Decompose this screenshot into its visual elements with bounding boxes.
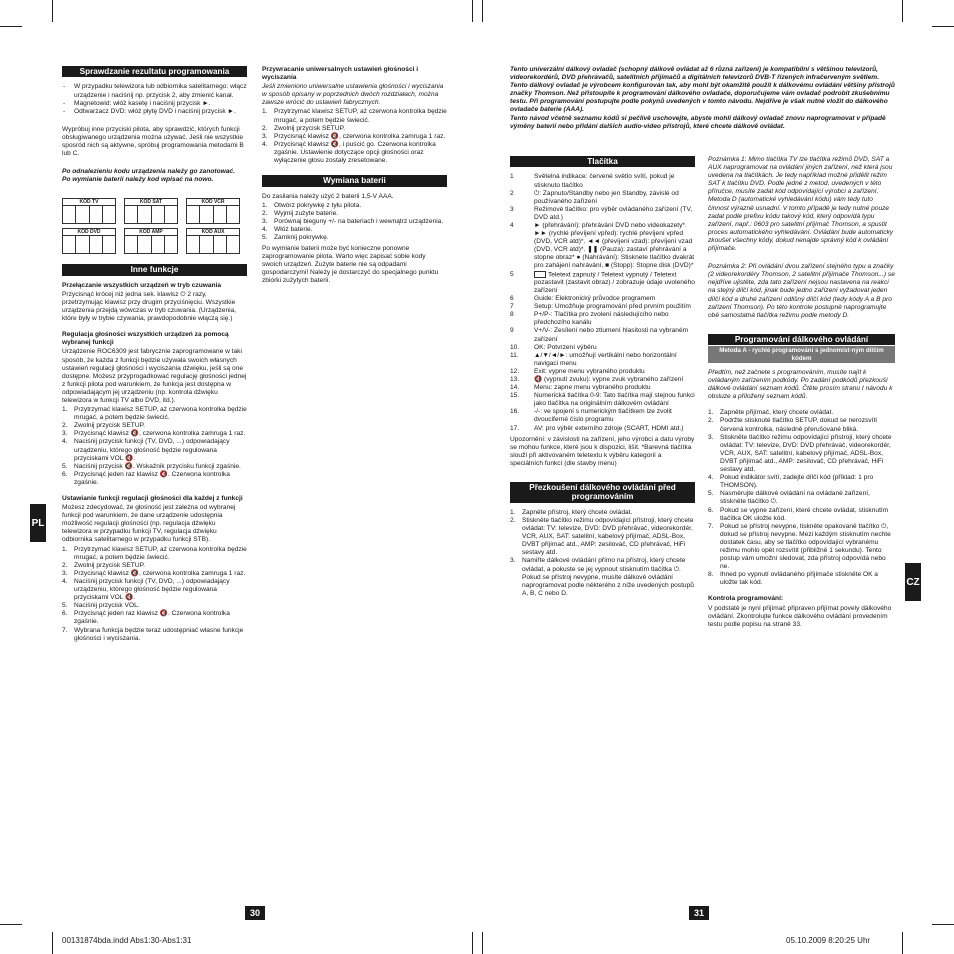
crop-mark [472,0,473,22]
code-box-sat: KOD SAT [124,198,178,224]
list-item: 1. Przytrzymać klawisz SETUP, aż czerwona kontrolka będzie mrugać, a potem będzie świecić. [262,108,447,124]
control-title: Kontrola programování: [708,595,784,603]
subsection-method-a: Metoda A - rychlé programování s jednomíst-ným dílčím kódem [708,346,895,363]
list-item: 2 ⏻: Zapnuto/Standby nebo jen Standby, závislé od používaného zařízení [510,189,679,205]
list-item: - Odtwarzacz DVD: włóż płytę DVD i naciśnij przycisk ►. [63,107,236,115]
crop-mark [52,932,53,954]
cz-column-2 [708,156,895,632]
list-item: 2. Zwolnij przycisk SETUP. [62,561,145,569]
crop-mark [902,932,903,954]
crop-mark [472,932,473,954]
list-item: 4. Naciśnij przycisk funkcji (TV, DVD, ...) odpowiadający urządzeniu, którego głośność będzie regulowana przyciskami VOL 🔇. [62,438,230,462]
list-item: 3. Przycisnąć klawisz 🔇, czerwona kontrolka zamruga 1 raz. [262,132,446,140]
list-item: 3. Przycisnąć klawisz 🔇, czerwona kontrolka zamruga 1 raz. [62,430,246,438]
volume-steps [62,406,247,487]
individual-volume-text: Możesz zdecydować, że głośność jest zależna od wybranej funkcji pod warunkiem, że dane urządzenie udostępnia możliwość regulacji głośności (np. regulacja dźwięku telewizora w przypadku funkcji TV, regulacja dźwięku odbiornika satelitarnego w przypadku funkcji STB). [62,504,236,544]
battery-intro: Do zasilania należy użyć 2 baterii 1,5-V AAA. [262,192,394,200]
list-item: 1. Zapněte přijímač, který chcete ovládat. [708,409,834,417]
list-item: 5. Naciśnij przycisk 🔇. Wskaźnik przycisku funkcji zgaśnie. [62,462,241,470]
pl-column-2 [262,66,447,289]
list-item: 5 Teletext zapnutý / Teletext vypnutý / Teletext pozastavit (zastavit obraz) / zobrazuje údaje uvoleného zařízení [510,270,695,294]
list-item: 2. Zwolnij przycisk SETUP. [262,124,345,132]
list-item: 3. Porównaj bieguny +/- na bateriach i wewnątrz urządzenia. [262,217,444,225]
program-steps [708,409,895,587]
list-item: 17. AV: pro výběr externího zdroje (SCART, HDMI atd.) [510,424,684,432]
list-item: 15. Numerická tlačítka 0-9: Tato tlačítka mají stejnou funkci jako tlačítka na originálním dálkovém ovládání [510,392,695,408]
list-item: 11. ▲/▼/◄/►: umožňují vertikální nebo horizontální navigaci menu [510,351,677,367]
standby-title: Przełączanie wszystkich urządzeń w tryb czuwania [62,281,222,289]
code-box-dvd: KOD DVD [62,228,116,254]
code-box-grid [62,198,247,254]
cz-intro [510,66,895,134]
list-item: 7. Pokud se přístroj nevypne, tiskněte opakovaně tlačítko ⏻, dokud se přístroj nevypne. Mezi každým stisknutím nechte dostatek času, aby se tlačítko odpovídající vybranému režimu mohlo opět rozsvítit (přibližně 1 sekundu). Tento postup vám umožní sledovat, zda přístroj odpovídá nebo ne. [708,522,891,571]
program-intro: Předtím, než začnete s programováním, musíte najít k ovládaným zařízením podkódy. Po zadání podkódů přezkouší dálkové ovládání seznam kódů. Čtěte prosím stranu I návodu k obsluze a přiložený seznam kódů. [708,369,893,401]
list-item: 16. -/-: ve spojení s numerickým tlačítkem lze zvolit dvouciferné číslo programu [510,408,672,424]
list-item: 2. Wyjmij zużyte baterie. [262,209,339,217]
list-item: 5. Zamknij pokrywkę. [262,234,329,241]
volume-text: Urządzenie ROC6309 jest fabrycznie zaprogramowane w taki sposób, że każda z funkcji będzie używała swoich własnych ustawień regulacji głośności i wyciszania dźwięku, jeśli są one dostępne. Możesz przyprogadkować regulację głośności jednej z funkcji pilota pod warunkiem, że funkcja jest dostępna w odpowiadającym jej urządzeniu (np. kontrola dźwięku telewizora w funkcji TV albo DVD, itd.). [62,348,247,404]
verify-note-2: Po wymianie baterii należy kod wpisać na nowo. [62,176,214,184]
list-item: 7 Setup: Umožňuje programování před prvním použitím [510,303,691,311]
crop-mark [0,26,22,27]
individual-volume-title: Ustawianie funkcji regulacji głośności dla każdej z funkcji [62,495,243,502]
list-item: 6. Pokud se vypne zařízení, které chcete ovládat, stisknutím tlačítka OK uložte kód. [708,506,889,522]
language-tab-pl: PL [30,504,46,542]
test-steps [510,509,695,598]
list-item: 8 P+/P-: Tlačítka pro zvolení následujícího nebo předchozího kanálu [510,311,669,327]
page-number-right: 31 [689,906,709,920]
list-item: 1 Světelná indikace: červené světlo svítí, pokud je stisknuto tlačítko [510,173,675,189]
code-box-vcr: KOD VCR [186,198,240,224]
section-heading-verify: Sprawdzanie rezultatu programowania [62,66,247,77]
crop-mark [482,0,483,22]
crop-mark [932,924,954,925]
list-item: 3. Przycisnąć klawisz 🔇, czerwona kontrolka zamruga 1 raz. [62,569,246,577]
crop-mark [932,26,954,27]
list-item: 13. 🔇 (vypnutí zvuku): vypne zvuk vybraného zařízení [510,376,684,383]
list-item: 2. Podržte stisknuté tlačítko SETUP, dokud se nerozsvítí červená kontrolka, následně přerušované bliká. [708,417,878,433]
list-item: 6. Przycisnąć jeden raz klawisz 🔇. Czerwona kontrolka zgaśnie. [62,470,230,486]
note-2: Poznámka 2: Při ovládání dvou zařízení stejného typu a značky (2 videorekordéry Thomson, 2 satelitní přijímače Thomson...) se nejdříve ujistěte, zda tato zařízení nejsou nastavena na reakci na stejný dílčí kód, jinak bude jedno zařízení vyžadovat jeden dílčí kód a druhé zařízení odlišný dílčí kód (tedy kódy A a B pro zařízení Thomson). Po této kontrole postupně naprogramujte obě samostatná tlačítka režimu podle metody D. [708,263,895,319]
list-item: 10. OK: Potvrzení výběru [510,343,597,351]
section-heading-programming: Programování dálkového ovládání [708,334,895,345]
list-item: 9 V+/V-: Zesílení nebo ztlumení hlasitosti na vybraném zařízení [510,327,689,343]
list-item: 2. Zwolnij przycisk SETUP. [62,422,145,430]
crop-mark [0,924,22,925]
section-heading-test: Přezkoušení dálkového ovládání před programováním [510,482,695,503]
verify-note-1: Po odnalezieniu kodu urządzenia należy go zanotować. [62,168,235,176]
list-item: 5. Nasměrujte dálkové ovládání na ovládané zařízení, stiskněte tlačítko ⏻. [708,490,870,506]
cz-intro-paragraph: Tento univerzální dálkový ovladač (schopný dálkově ovládat až 6 různá zařízení) je kompatibilní s většinou televizorů, videorekordérů, DVD přehrávačů, satelitních přijímačů a digitálních televizorů DVB-T řízených infračerveným světlem. [510,66,880,82]
list-item: 6. Przycisnąć jeden raz klawisz 🔇. Czerwona kontrolka zgaśnie. [62,610,230,626]
verify-paragraph: Wypróbuj inne przyciski pilota, aby sprawdzić, których funkcji obsługiwanego urządzenia można używać. Jeśli nie wszystkie sposród nich są aktywne, spróbuj programowania metodami B lub C. [62,125,244,158]
battery-steps [262,202,447,242]
list-item: 4. Naciśnij przycisk funkcji (TV, DVD, ...) odpowiadający urządzeniu, którego głośność będzie regulowana przyciskami VOL 🔇. [62,577,230,602]
section-heading-keys: Tlačítka [510,156,695,167]
list-item: - W przypadku telewizora lub odbiornika satelitarnego: włącz urządzenie i naciśnij np. przycisk 2, aby zmienić kanał. [63,83,247,99]
crop-mark [902,0,903,22]
list-item: 6 Guide: Elektronický průvodce programem [510,295,656,303]
code-box-tv: KOD TV [62,198,116,224]
list-item: 3. Namiřte dálkové ovládání přímo na přístroj, který chcete ovládat, a pokuste se jej vypnout stisknutím tlačítka ⏻. Pokud se přístroj nevypne, musíte dálkové ovládání naprogramovat podle některého z níže uvedených postupů A, B, C nebo D. [510,557,694,597]
note-1: Poznámka 1: Mimo tlačítka TV lze tlačítka režimů DVD, SAT a AUX naprogramovat na ovládání jiných zařízení, než která jsou uvedena na tlačítkách. Je tedy například možné přidělit režim SAT k tlačítku DVD. Podle jedné z metod, uvedených v této příručce, musíte zadat kód odpovídající výrobci a zařízení. Metoda D (automatické vyhledávání kódu) vám tedy tuto činnost výrazně usnadní. V tomto případě je tedy nutné pouze zadat podle prefixu kódu takový kód, který odpovídá typu zařízení, např.: 0603 pro satelitní přijímač Thomson, a spustit proces automatického vyhledávání. Ovládání bude automaticky zkoušet všechny kódy, dokud nenajde správný kód k ovládání přijímače. [708,156,894,253]
list-item: 5. Naciśnij przycisk VOL. [62,602,140,610]
footer-file-info: 00131874bda.indd Abs1:30-Abs1:31 [62,936,192,945]
individual-volume-steps [62,546,247,643]
list-item: 3 Režimové tlačítko: pro výběr ovládaného zařízení (TV, DVD atd.) [510,205,693,221]
list-item: 1. Zapněte přístroj, který chcete ovládat. [510,508,633,516]
reset-volume-title: Przywracanie uniwersalnych ustawień głośności i wyciszania [262,66,419,82]
list-item: 4. Włóż baterie. [262,225,313,233]
list-item: 4 ► (přehrávání): přehrávání DVD nebo videokazety*. ►► (rychlé převíjení vpřed): rychlé převíjení vpřed (DVD, VCR atd)*. ◄◄ (převíjení vzad): převíjení vzad (DVD, VCR atd)*. ❚❚ (Pauza): zastaví přehrávání a stopne obraz* ● (Nahrávání): Stisknete tlačítko dvakrát pro zahájení nahrávání, ■ (Stopp): Stopne disk (DVD)* [510,221,695,270]
list-item: 3. Stiskněte tlačítko režimu odpovídající přístroji, který chcete ovládat: TV: televize, DVD: DVD přehrávač, videorekordér, VCR, AUX, SAT: satelitní, kabelový přijímač, ADSL-Box, DVBT přijímač atd., AMP: zesilovač, CD přehrávač, HiFi sestavy atd. [708,433,892,474]
list-item: 1. Otwórz pokrywkę z tyłu pilota. [262,201,362,209]
list-item: 2. Stiskněte tlačítko režimu odpovídající přístroji, který chcete ovládat: TV: televize, DVD: DVD přehrávač, videorekordér, VCR, AUX, SAT: satelitní, kabelový přijímač, ADSL-Box, DVBT přijímač atd., AMP: zesilovač, CD přehrávač, HiFi sestavy atd. [510,516,694,557]
language-tab-cz: CZ [905,563,921,601]
page-number-left: 30 [245,906,265,920]
cz-intro-paragraph: Tento návod včetně seznamu kódů si pečlivě uschovejte, abyste mohli dálkový ovladač znovu naprogramovat v případě výměny baterií nebo přidání dalších audio-video přístrojů, které chcete dálkově ovládat. [510,114,886,130]
control-text: V podstatě je nyní přijímač připraven přijímat povely dálkového ovládání. Zkontrolujte funkce dálkového ovládání provedením testu podle popisu na straně 33. [708,604,892,628]
teletext-icon [534,271,546,278]
section-heading-battery: Wymiana baterii [262,175,447,186]
crop-mark [52,0,53,22]
list-item: - Magnetowid: włóż kasetę i naciśnij przycisk ►. [63,99,211,107]
verify-bullet-list [62,83,247,115]
list-item: 1. Przytrzymać klawisz SETUP, aż czerwona kontrolka będzie mrugać, a potem będzie świecić. [62,545,247,561]
list-item: 4. Pokud indikátor svítí, zadejte dílčí kód (příklad: 1 pro THOMSON). [708,474,874,490]
crop-mark [482,932,483,954]
list-item: 14. Menu: zapne menu vybraného produktu [510,384,651,392]
reset-volume-steps [262,108,447,165]
footer-timestamp: 05.10.2009 8:20:25 Uhr [786,936,871,945]
cz-intro-paragraph: Tento dálkový ovladač je výrobcem konfigurován tak, aby mohl být okamžitě použit k dálkovému ovládání většiny přístrojů značky Thomson. Než přistoupíte k programování dálkového ovladače, doporučujeme vám ovladač podrobit zkušebnímu testu. Při programování postupujte podle pokynů uvedených v tomto návodu. Nejdříve je však nutné vložit do dálkového ovladače baterie (AAA). [510,82,895,114]
list-item: 7. Wybrana funkcja będzie teraz udostępniać własne funkcje głośności i wyciszania. [62,626,244,642]
battery-outro: Po wymianie baterii może być konieczne ponowne zaprogramowanie pilota. Warto więc zapisać sobie kody swoich urządzeń. Zużyte baterie nie są odpadami gospodarczymi! Należy je dostarczyć do specjalnego punktu zbiórki zużytych baterii. [262,245,439,285]
standby-text: Przycisnąć krócej niż jedna sek. klawisz ⏻ 2 razy, przetrzymując klawisz przy drugim przyciśnięciu. Wszystkie urządzenia przejdą wówczas w tryb czuwania. (Urządzenia, które były w trybie czywania, prawdopodobnie włączą się.) [62,290,237,323]
list-item: 12. Exit: vypne menu vybraného produktu [510,367,645,375]
code-box-amp: KOD AMP [124,228,178,254]
keys-note: Upozornění: v závislosti na zařízení, jeho výrobci a datu výroby se mohou funkce, které jsou k dispozici, lišit. *Barevná tlačítka slouží při aktivovaném teletextu k výběru kategorií a speciálních funkcí (dle stavby menu) [510,435,695,467]
reset-volume-intro: Jeśli zmieniono uniwersalne ustawienia głośności i wyciszania w sposób opisany w poprzednich dwóch rozdziałach, można zawsze wrócić do ustawień fabrycznych. [262,83,444,107]
code-box-aux: KOD AUX [186,228,240,254]
list-item: 1. Przytrzymać klawisz SETUP, aż czerwona kontrolka będzie mrugać, a potem będzie świecić. [62,406,247,422]
key-list [510,173,695,432]
list-item: 4. Przycisnąć klawisz 🔇, i puścić go. Czerwona kontrolka zgaśnie. Ustawienie dotyczące opcji głośności oraz wyłączenie głosu zostały zresetowane. [262,140,436,165]
list-item: 8. Ihned po vypnutí ovládaného přijímače stiskněte OK a uložte tak kód. [708,571,878,587]
pl-column-1 [62,66,247,646]
volume-title: Regulacja głośności wszystkich urządzeń za pomocą wybranej funkcji [62,331,229,347]
cz-column-1 [510,156,695,601]
section-heading-other-functions: Inne funkcje [62,264,247,275]
